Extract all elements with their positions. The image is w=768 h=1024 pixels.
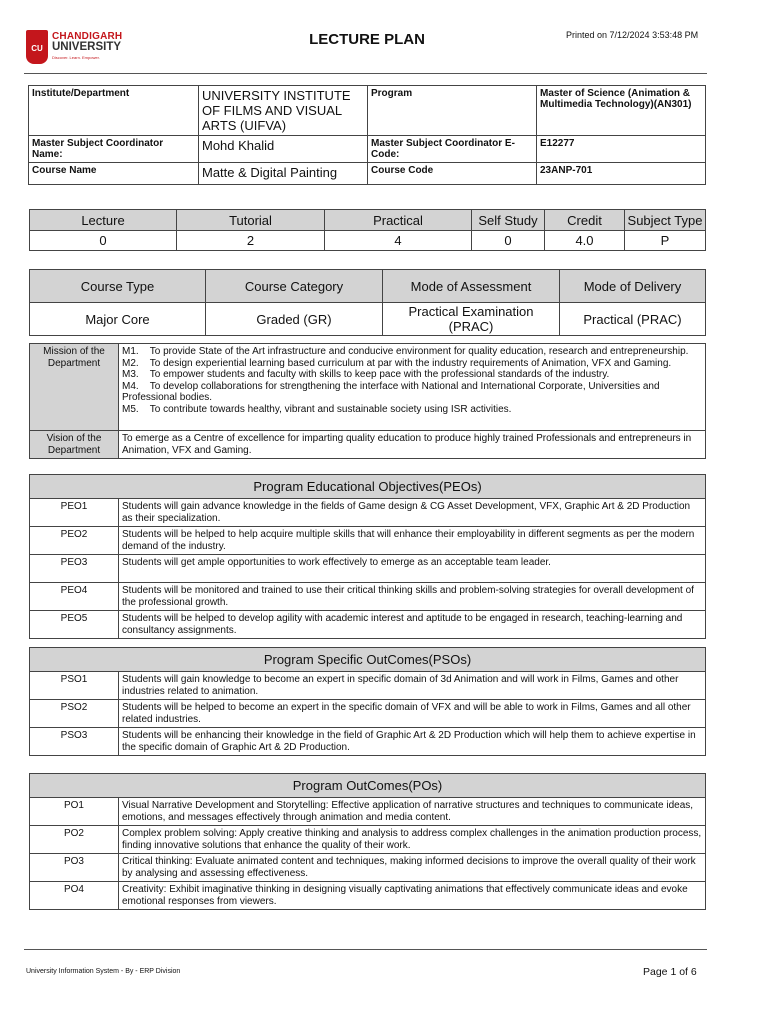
po-title: Program OutComes(POs) [30, 774, 706, 798]
footer-system-name: University Information System - By - ERP Division [26, 968, 181, 975]
course-name-label: Course Name [29, 163, 199, 185]
practical-header: Practical [325, 210, 472, 231]
mission-list [119, 344, 706, 431]
tutorial-value: 2 [177, 231, 325, 251]
table-row [30, 611, 706, 639]
po-table [29, 773, 706, 910]
pso-title: Program Specific OutComes(PSOs) [30, 648, 706, 672]
peo-text: Students will be helped to help acquire multiple skills that will enhance their employability in different segments as per the modern demand of the industry. [119, 527, 706, 555]
po-text: Visual Narrative Development and Storytelling: Effective application of narrative structures and techniques to communicate ideas, emotions, and messages effectively through animation and media content. [119, 798, 706, 826]
course-info-table [28, 85, 706, 185]
table-row [30, 583, 706, 611]
printed-timestamp: Printed on 7/12/2024 3:53:48 PM [566, 30, 699, 40]
header-divider [24, 73, 707, 74]
po-text: Creativity: Exhibit imaginative thinking in designing visually captivating animations that effectively communicate ideas and evoke emotional responses from viewers. [119, 882, 706, 910]
delivery-mode-value: Practical (PRAC) [560, 303, 706, 336]
assessment-mode-header: Mode of Assessment [383, 270, 560, 303]
institute-value: UNIVERSITY INSTITUTE OF FILMS AND VISUAL ARTS (UIFVA) [199, 86, 368, 136]
pso-code: PSO1 [30, 672, 119, 700]
course-code-label: Course Code [368, 163, 537, 185]
peo-title: Program Educational Objectives(PEOs) [30, 475, 706, 499]
course-code-value: 23ANP-701 [537, 163, 706, 185]
coordinator-name-label: Master Subject Coordinator Name: [29, 136, 199, 163]
self-study-header: Self Study [472, 210, 545, 231]
table-row [30, 555, 706, 583]
institute-label: Institute/Department [29, 86, 199, 136]
peo-text: Students will be monitored and trained to use their critical thinking skills and problem-solving strategies for overall development of the professional growth. [119, 583, 706, 611]
course-type-value: Major Core [30, 303, 206, 336]
po-code: PO2 [30, 826, 119, 854]
mission-item: M3. To empower students and faculty with skills to keep pace with the professional standards of the industry. [122, 369, 610, 380]
logo-tagline: Discover. Learn. Empower. [52, 55, 100, 60]
table-row [30, 527, 706, 555]
lecture-value: 0 [30, 231, 177, 251]
practical-value: 4 [325, 231, 472, 251]
table-row [30, 826, 706, 854]
vision-label: Vision of the Department [30, 431, 119, 459]
credit-load-table [29, 209, 706, 251]
mission-item: M1. To provide State of the Art infrastructure and conducive environment for quality education, research and entrepreneurship. [122, 346, 689, 357]
peo-code: PEO1 [30, 499, 119, 527]
course-type-header: Course Type [30, 270, 206, 303]
mission-item: M4. To develop collaborations for strengthening the interface with National and International Corporate, Universities and Professional bodies. [122, 380, 660, 403]
logo-line2: UNIVERSITY [52, 41, 122, 53]
table-row [30, 798, 706, 826]
tutorial-header: Tutorial [177, 210, 325, 231]
pso-code: PSO3 [30, 728, 119, 756]
table-row [30, 854, 706, 882]
po-text: Critical thinking: Evaluate animated content and techniques, making informed decisions to improve the overall quality of their work by analysing and assessing effectiveness. [119, 854, 706, 882]
peo-code: PEO5 [30, 611, 119, 639]
assessment-mode-value: Practical Examination (PRAC) [383, 303, 560, 336]
mission-vision-table [29, 343, 706, 459]
peo-text: Students will be helped to develop agility with academic interest and aptitude to be engaged in research, teaching-learning and consultancy assignments. [119, 611, 706, 639]
table-row [30, 700, 706, 728]
subject-type-header: Subject Type [625, 210, 706, 231]
delivery-mode-header: Mode of Delivery [560, 270, 706, 303]
page-number: Page 1 of 6 [643, 966, 697, 978]
mission-item: M5. To contribute towards healthy, vibrant and sustainable society using ISR activities. [122, 403, 512, 415]
credit-header: Credit [545, 210, 625, 231]
peo-code: PEO4 [30, 583, 119, 611]
shield-icon: CU [26, 30, 48, 64]
coordinator-name-value: Mohd Khalid [199, 136, 368, 163]
course-name-value: Matte & Digital Painting [199, 163, 368, 185]
peo-text: Students will get ample opportunities to work effectively to emerge as an acceptable team leader. [119, 555, 706, 583]
footer-divider [24, 949, 707, 950]
course-type-table [29, 269, 706, 336]
coordinator-ecode-label: Master Subject Coordinator E-Code: [368, 136, 537, 163]
po-code: PO4 [30, 882, 119, 910]
mission-label: Mission of the Department [30, 344, 119, 431]
program-value: Master of Science (Animation & Multimedia Technology)(AN301) [537, 86, 706, 136]
vision-text: To emerge as a Centre of excellence for imparting quality education to produce highly trained Professionals and entrepreneurs in Animation, VFX and Gaming. [119, 431, 706, 459]
self-study-value: 0 [472, 231, 545, 251]
po-code: PO1 [30, 798, 119, 826]
mission-item: M2. To design experiential learning based curriculum at par with the industry requirements of Animation, VFX and Gaming. [122, 357, 672, 369]
table-row [30, 882, 706, 910]
peo-text: Students will gain advance knowledge in the fields of Game design & CG Asset Development, VFX, Graphic Art & 2D Production as their specialization. [119, 499, 706, 527]
peo-code: PEO2 [30, 527, 119, 555]
peo-table [29, 474, 706, 639]
table-row [30, 499, 706, 527]
peo-code: PEO3 [30, 555, 119, 583]
program-label: Program [368, 86, 537, 136]
table-row [30, 728, 706, 756]
pso-text: Students will gain knowledge to become an expert in specific domain of 3d Animation and will work in Films, Games and other industries related to animation. [119, 672, 706, 700]
table-row [30, 672, 706, 700]
logo-line1: CHANDIGARH [52, 31, 123, 42]
subject-type-value: P [625, 231, 706, 251]
pso-table [29, 647, 706, 756]
po-code: PO3 [30, 854, 119, 882]
pso-text: Students will be enhancing their knowledge in the field of Graphic Art & 2D Production which will help them to achieve expertise in the specific domain of Graphic Art & 2D Production. [119, 728, 706, 756]
pso-code: PSO2 [30, 700, 119, 728]
lecture-header: Lecture [30, 210, 177, 231]
page-title: LECTURE PLAN [309, 31, 425, 48]
course-category-header: Course Category [206, 270, 383, 303]
coordinator-ecode-value: E12277 [537, 136, 706, 163]
pso-text: Students will be helped to become an expert in the specific domain of VFX and will be able to work in Films, Games and all other related industries. [119, 700, 706, 728]
credit-value: 4.0 [545, 231, 625, 251]
po-text: Complex problem solving: Apply creative thinking and analysis to address complex challenges in the animation production process, finding innovative solutions that enhance the quality of their work. [119, 826, 706, 854]
course-category-value: Graded (GR) [206, 303, 383, 336]
